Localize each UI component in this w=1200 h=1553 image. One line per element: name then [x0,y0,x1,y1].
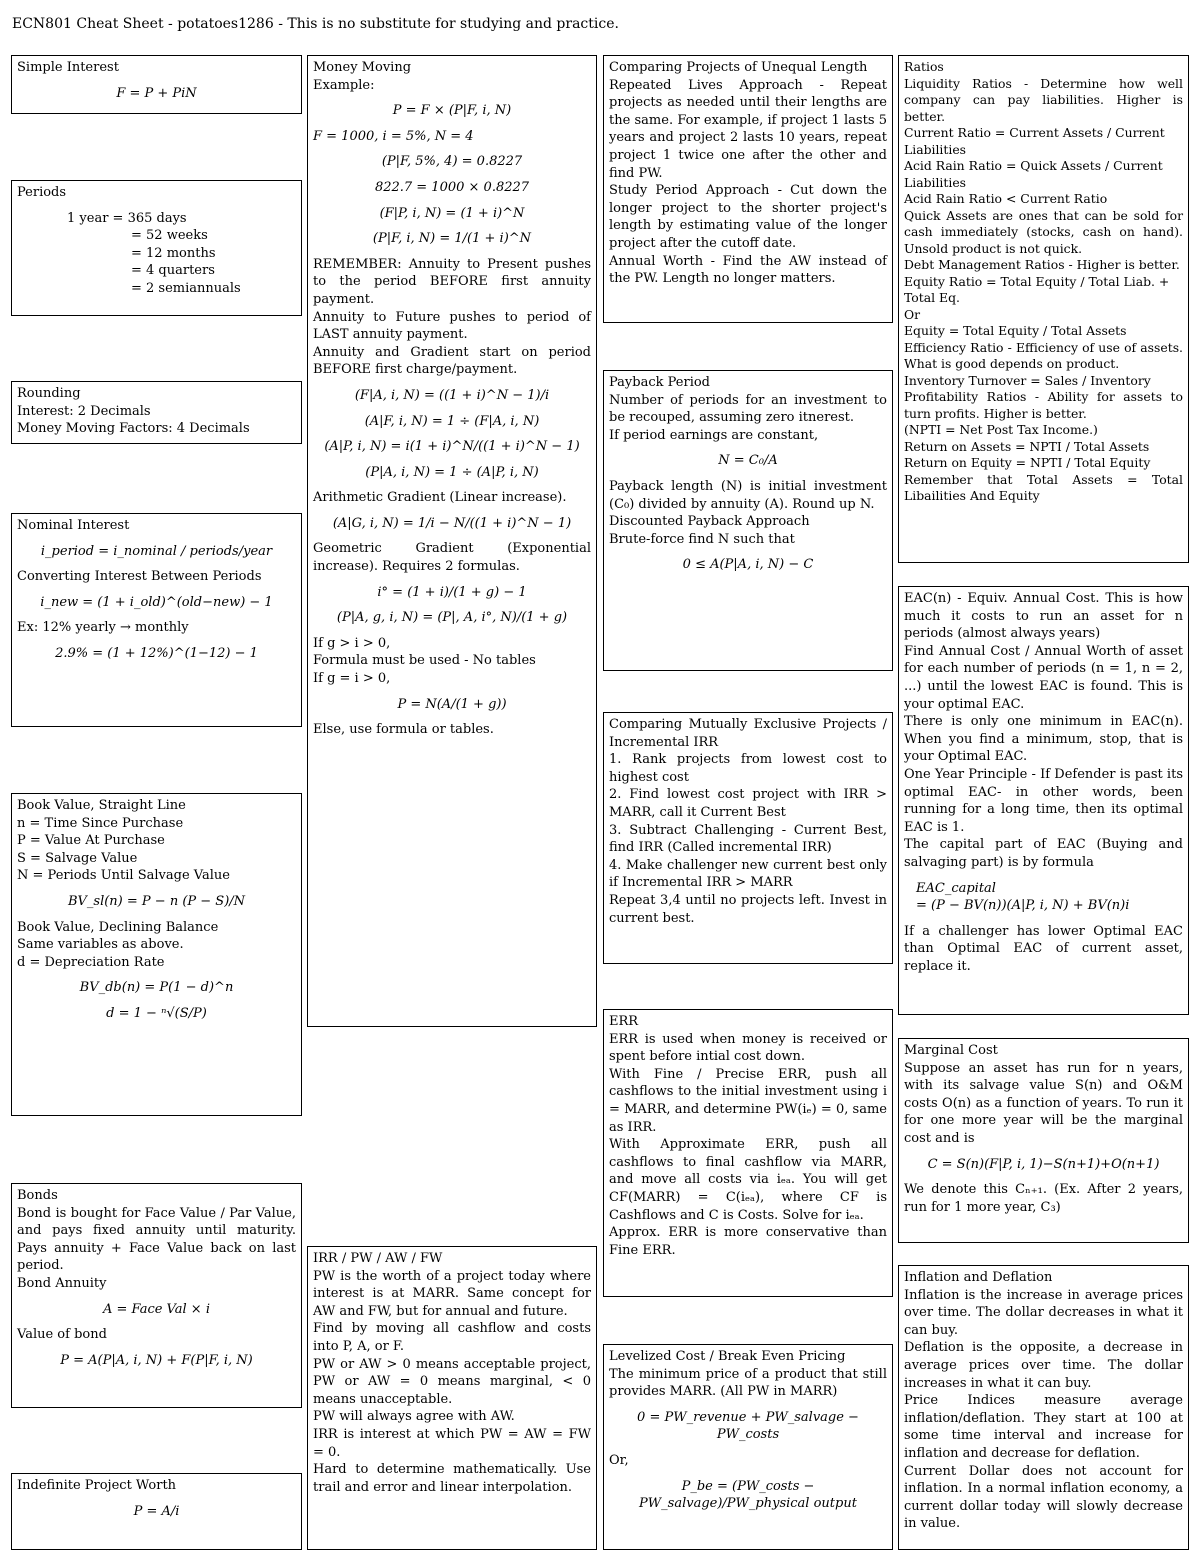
section-title: Money Moving [313,60,412,75]
money-moving-box [307,55,597,1027]
paragraph: Price Indices measure average inflation/deflation. They start at 100 at some time interval and increase for inflation and decrease for deflation. [904,1393,1183,1461]
paragraph: Example: [313,77,375,93]
paragraph: Deflation is the opposite, a decrease in average prices over time. The dollar increases in what it can buy. [904,1340,1183,1391]
irr-pw-box [307,1246,597,1550]
definition: Same variables as above. [17,937,184,953]
formula: = (P − BV(n))(A|P, i, N) + BV(n)i [916,898,1130,914]
formula: i_period = i_nominal / periods/year [40,543,273,559]
section-title: Book Value, Straight Line [17,798,186,813]
paragraph: Study Period Approach - Cut down the longer project to the shorter project's length by estimating value of the longer project after the cutoff date. [609,183,887,251]
section-title: IRR / PW / AW / FW [313,1251,443,1266]
indefinite-worth-box [11,1473,302,1550]
payback-period-box [603,370,893,671]
paragraph: With Fine / Precise ERR, push all cashflows to the initial investment using i = MARR, and determine PW(iₑ) = 0, same as IRR. [609,1066,887,1135]
paragraph: Annuity and Gradient start on period BEFORE first charge/payment. [313,344,591,378]
example-text: Ex: 12% yearly → monthly [17,620,189,636]
paragraph: Number of periods for an investment to be recouped, assuming zero itnerest. [609,392,887,426]
section-title: Payback Period [609,375,710,390]
ratio-line: Acid Rain Ratio = Quick Assets / Current Liabilities [904,158,1163,190]
paragraph: Brute-force find N such that [609,531,795,547]
paragraph: The capital part of EAC (Buying and salvaging part) is by formula [904,837,1183,870]
marginal-cost-box [898,1038,1189,1243]
subheading: Discounted Payback Approach [609,514,810,530]
rounding-line: Interest: 2 Decimals [17,403,151,419]
paragraph: ERR is used when money is received or spent before intial cost down. [609,1031,887,1065]
section-title: EAC(n) - Equiv. Annual Cost. This is how much it costs to run an asset for n periods (almost always years) [904,591,1183,642]
ratio-line: Quick Assets are ones that can be sold for cash immediately (stocks, cash on hand). Unsold product is not quick. [904,207,1183,256]
paragraph: PW or AW > 0 means acceptable project, PW or AW = 0 means marginal, < 0 means unacceptable. [313,1356,591,1407]
formula: F = P + PiN [116,85,197,101]
formula: (A|G, i, N) = 1/i − N/((1 + i)^N − 1) [332,515,572,531]
formula: P = N(A/(1 + g)) [397,696,507,712]
ratio-line: (NPTI = Net Post Tax Income.) [904,422,1098,437]
formula: EAC_capital [916,880,996,896]
nominal-interest-box [11,513,302,727]
definition: n = Time Since Purchase [17,815,184,831]
formula: (A|P, i, N) = i(1 + i)^N/((1 + i)^N − 1) [324,439,580,455]
ratio-line: Debt Management Ratios - Higher is better. [904,257,1180,272]
paragraph: Bond is bought for Face Value / Par Value, and pays fixed annuity until maturity. Pays annuity + Face Value back on last period. [17,1205,296,1274]
steps-list [609,751,887,892]
paragraph: Hard to determine mathematically. Use trail and error and linear interpolation. [313,1462,591,1495]
paragraph: Find Annual Cost / Annual Worth of asset for each number of periods (n = 1, n = 2, ...) until the lowest EAC is found. This is your optimal EAC. [904,643,1183,712]
paragraph: Repeated Lives Approach - Repeat projects as needed until their lengths are the same. For example, if project 1 lasts 5 years and project 2 lasts 10 years, repeat project 1 twice one after the other and find PW. [609,77,887,181]
formula: 0 ≤ A(P|A, i, N) − C [682,557,814,573]
definition: d = Depreciation Rate [17,954,165,970]
ratio-line: Acid Rain Ratio < Current Ratio [904,191,1108,206]
ratio-line: Liquidity Ratios - Determine how well company can pay liabilities. Higher is better. [904,75,1183,124]
section-title: Nominal Interest [17,518,130,533]
section-title: Ratios [904,59,944,74]
paragraph: Else, use formula or tables. [313,722,494,738]
formula: N = C₀/A [718,453,778,469]
formula: (P|A, g, i, N) = (P|, A, i°, N)/(1 + g) [336,610,568,626]
subheading: Value of bond [17,1327,107,1343]
section-title: Periods [17,185,67,200]
paragraph: If g = i > 0, [313,671,391,687]
formula: (P|F, i, N) = 1/(1 + i)^N [372,231,532,247]
paragraph: If period earnings are constant, [609,427,819,443]
formula: (P|F, 5%, 4) = 0.8227 [381,154,523,170]
rounding-line: Money Moving Factors: 4 Decimals [17,421,250,437]
paragraph: Inflation is the increase in average prices over time. The dollar decreases in what it can buy. [904,1287,1183,1338]
paragraph: PW is the worth of a project today where interest is at MARR. Same concept for AW and FW, but for annual and future. [313,1268,591,1319]
formula: i_new = (1 + i_old)^(old−new) − 1 [40,594,273,610]
formula: (A|F, i, N) = 1 ÷ (F|A, i, N) [364,413,540,429]
ratio-line: Return on Equity = NPTI / Total Equity [904,455,1151,470]
formula: P = A(P|A, i, N) + F(P|F, i, N) [60,1352,253,1368]
section-title: Rounding [17,386,81,401]
definition: P = Value At Purchase [17,833,165,849]
period-line: 1 year = 365 days [67,210,187,226]
list-item: 1. Rank projects from lowest cost to highest cost [609,752,887,785]
section-title: Comparing Mutually Exclusive Projects / Incremental IRR [609,717,887,750]
paragraph: REMEMBER: Annuity to Present pushes to the period BEFORE first annuity payment. [313,256,591,307]
formula: (F|P, i, N) = (1 + i)^N [379,205,525,221]
paragraph: Approx. ERR is more conservative than Fine ERR. [609,1225,887,1258]
bonds-box [11,1183,302,1408]
definition: S = Salvage Value [17,850,138,866]
paragraph: The minimum price of a product that still provides MARR. (All PW in MARR) [609,1366,887,1400]
period-line: = 4 quarters [131,263,215,279]
periods-box [11,180,302,316]
paragraph: One Year Principle - If Defender is past its optimal EAC- in other words, been running for a long time, then its optimal EAC is 1. [904,766,1183,835]
section-title: Comparing Projects of Unequal Length [609,60,868,75]
list-item: 2. Find lowest cost project with IRR > MARR, call it Current Best [609,787,887,820]
paragraph: Suppose an asset has run for n years, with its salvage value S(n) and O&M costs O(n) as a function of years. To run it for one more year will be the marginal cost and is [904,1060,1183,1146]
formula: A = Face Val × i [103,1301,210,1317]
ratio-line: Equity Ratio = Total Equity / Total Liab. + Total Eq. [904,273,1170,305]
ratio-line: Return on Assets = NPTI / Total Assets [904,438,1150,454]
paragraph: Annual Worth - Find the AW instead of the PW. Length no longer matters. [609,253,887,287]
period-line: = 2 semiannuals [131,280,241,296]
section-title: Inflation and Deflation [904,1270,1053,1285]
paragraph: Payback length (N) is initial investment (C₀) divided by annuity (A). Round up N. [609,478,887,512]
rounding-box [11,381,302,444]
formula: 0 = PW_revenue + PW_salvage − PW_costs [637,1409,859,1443]
subheading: Converting Interest Between Periods [17,569,262,585]
list-item: 3. Subtract Challenging - Current Best, find IRR (Called incremental IRR) [609,822,887,856]
subheading: Geometric Gradient (Exponential increase). Requires 2 formulas. [313,541,591,575]
formula: i° = (1 + i)/(1 + g) − 1 [377,584,527,600]
paragraph: With Approximate ERR, push all cashflows to final cashflow via MARR, and move all costs via iₑₐ. You will get CF(MARR) = C(iₑₐ), where CF is Cashflows and C is Costs. Solve for iₑₐ. [609,1137,887,1223]
formula: P_be = (PW_costs − PW_salvage)/PW_physical output [639,1478,857,1512]
paragraph: Or, [609,1452,629,1468]
ratio-line: Profitability Ratios - Ability for assets to turn profits. Higher is better. [904,389,1183,421]
page-title: ECN801 Cheat Sheet - potatoes1286 - This is no substitute for studying and practice. [12,16,619,32]
list-item: 4. Make challenger new current best only if Incremental IRR > MARR [609,857,887,891]
formula: P = A/i [133,1503,180,1519]
ratio-line: Current Ratio = Current Assets / Current Liabilities [904,125,1165,157]
formula: (P|A, i, N) = 1 ÷ (A|P, i, N) [365,464,539,480]
formula: P = F × (P|F, i, N) [392,103,512,119]
period-line: = 12 months [131,245,216,261]
subheading: Bond Annuity [17,1275,107,1291]
book-value-box [11,793,302,1116]
paragraph: Find by moving all cashflow and costs into P, A, or F. [313,1321,591,1354]
period-line: = 52 weeks [131,228,208,244]
formula: (F|A, i, N) = ((1 + i)^N − 1)/i [354,387,550,403]
paragraph: Repeat 3,4 until no projects left. Invest in current best. [609,892,887,926]
definition: N = Periods Until Salvage Value [17,868,230,884]
unequal-length-box [603,55,893,323]
inflation-box [898,1265,1189,1550]
paragraph: There is only one minimum in EAC(n). When you find a minimum, stop, that is your Optimal EAC. [904,714,1183,765]
formula: 2.9% = (1 + 12%)^(1−12) − 1 [55,645,258,661]
section-title: Simple Interest [17,60,119,75]
formula: C = S(n)(F|P, i, 1)−S(n+1)+O(n+1) [927,1156,1160,1172]
formula: 822.7 = 1000 × 0.8227 [374,179,530,195]
simple-interest-box [11,55,302,114]
ratio-line: Equity = Total Equity / Total Assets [904,323,1127,338]
ratio-line: Inventory Turnover = Sales / Inventory [904,372,1151,388]
section-title: ERR [609,1014,639,1029]
ratio-line: Remember that Total Assets = Total Libailities And Equity [904,471,1183,503]
ratio-line: Efficiency Ratio - Efficiency of use of assets. What is good depends on product. [904,339,1183,371]
paragraph: If g > i > 0, [313,635,391,651]
mutually-exclusive-box [603,712,893,964]
section-subtitle: Book Value, Declining Balance [17,919,219,935]
paragraph: Formula must be used - No tables [313,653,536,669]
paragraph: If a challenger has lower Optimal EAC than Optimal EAC of current asset, replace it. [904,923,1183,974]
section-title: Marginal Cost [904,1043,998,1058]
ratio-line: Or [904,306,921,322]
subheading: Arithmetic Gradient (Linear increase). [313,490,567,506]
paragraph: IRR is interest at which PW = AW = FW = 0. [313,1426,591,1460]
ratios-box [898,55,1189,563]
paragraph: Annuity to Future pushes to period of LAST annuity payment. [313,309,591,343]
section-title: Bonds [17,1188,58,1203]
paragraph: PW will always agree with AW. [313,1409,515,1425]
paragraph: We denote this Cₙ₊₁. (Ex. After 2 years, run for 1 more year, C₃) [904,1182,1183,1215]
levelized-cost-box [603,1344,893,1550]
formula: BV_db(n) = P(1 − d)^n [79,980,234,996]
formula-inline: F = 1000, i = 5%, N = 4 [313,128,474,144]
formula: d = 1 − ⁿ√(S/P) [106,1005,207,1021]
err-box [603,1009,893,1297]
section-title: Indefinite Project Worth [17,1478,177,1493]
section-title: Levelized Cost / Break Even Pricing [609,1349,846,1364]
eac-box [898,586,1189,1015]
paragraph: Current Dollar does not account for inflation. In a normal inflation economy, a current dollar today will slowly decrease in value. [904,1463,1183,1532]
formula: BV_sl(n) = P − n (P − S)/N [67,893,246,909]
